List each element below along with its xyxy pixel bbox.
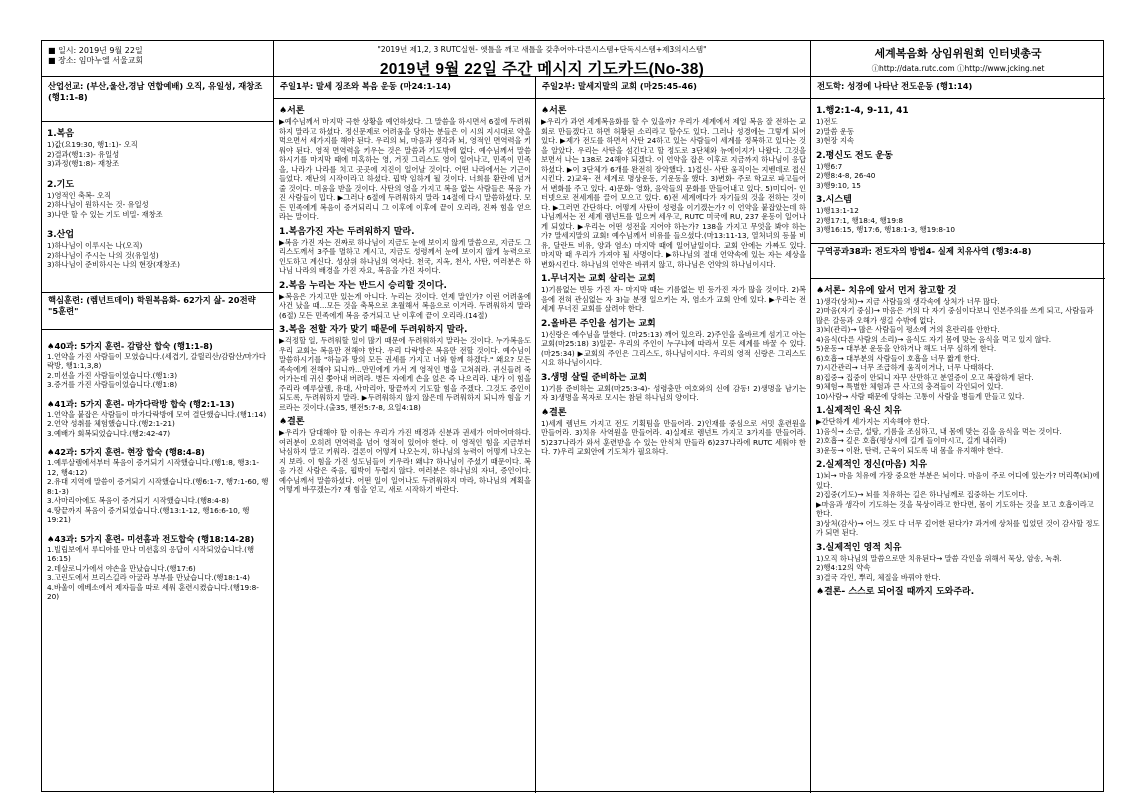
section-title: ♠서론 [279,106,305,116]
date-text: ■ 일시: 2019년 9월 22일 [48,46,143,55]
list-item: 2)하나님이 원하시는 것- 유일성 [47,200,149,209]
card-header [42,41,1103,77]
list-item: 1.언약을 가진 사람들이 모였습니다.(세겹기, 갈릴리산/감람산/마가다락방, 행1:1,3,8) [47,351,266,370]
list-item: 7)시간관리→ 너무 조급하게 움직이거나, 너무 나태하다. [816,363,994,372]
lesson-title: ♠40과: 5가지 훈련- 감람산 합숙 (행1:1-8) [47,340,213,351]
list-item: 2.미션을 가진 사람들이었습니다.(행1:3) [47,370,178,380]
date-place-box [42,41,274,77]
list-item: 2.데살로니가에서 야손을 만났습니다.(행17:6) [47,563,196,573]
paragraph: 1)신랑은 예수님을 말한다. (마25:13) 깨어 있으라. 2)주인을 올바르게 섬기고 아는 교회(마25:18) 3)일꾼- 우리의 주인이 누구냐에 따라서 모든 세계를 바꿀 수 있다.(마25:34) ▶교회의 주인은 그리스도, 하나님이시다. 우리의 영적 신랑은 그리스도시요 하나님이시다. [541,329,806,367]
list-item: 4.땅끝까지 복음이 증거되었습니다.(행13:1-12, 행16:6-10, 행19:21) [47,505,250,524]
paragraph: ▶우리가 과연 세계복음화를 할 수 있을까? 우리가 세계에서 제일 복음 잘 전하는 교회로 만들겠다고 하면 허황된 소리라고 할수도 있다. 그러나 성경에는 그렇게 되어있다. ▶제가 전도를 하면서 사탄 24하고 있는 사람들이 세계를 정복하고 있다는 것을 알았다. 우리는 사탄을 섬긴다고 할 정도로 3단체와 뉴에이지가 나왔다. 그것을 보면서 나는 138로 24해야 되겠다. 이 언약을 잡은 이후로 지금까지 하나님이 응답하셨다. ▶이 3단체가 6개를 완전히 장악했다. 1)접신- 사탄 움직이는 지벤데로 접신 시킨다. 2)교육- 전 세계로 명상운동, 기운동을 했다. 3)변화- 주로 학교로 파고들어서 변화를 주고 있다. 4)문화- 영화, 음악들의 문화를 만들어내고 있다. 5)미디어- 인터넷으로 전세계를 끌어 모으고 있다. 6)전 세계에다가 자기들의 것을 전하는 것이다. ▶그러면 간단하다. 어떻게 사탄이 성령을 이기겠는가? 이 언약을 붙잡았는데 하나님께서는 전 세계 렘넌트를 일으켜 세우고, RUTC 미국에 RU, 237 운동이 일어나게 되었다. ▶우리는 어떤 성전을 지어야 하는가? 138을 가지고 무엇을 봐야 하는가? 말세지말의 교회! 예수님께서 비유를 들으셨다.(마13:11-13, 열처녀의 등불 비유, 달란트 비유, 양과 염소) 마지막 때에 일어날일이다. 교회 안에는 가짜도 있다. 마지막 때 우리가 가져야 될 사명이다. ▶하나님의 절대 언약속에 있는 자는 세상을 변화시킨다. 하나님의 언약은 바뀌지 않고, 하나님은 언약의 하나님이시다. [541,117,806,269]
list-item: 4.바울이 에베소에서 제자들을 따로 세워 훈련시켰습니다.(행19:8-20) [47,582,259,601]
column-evangelism [811,77,1105,793]
paragraph: ▶복음은 가지고만 있는게 아니다. 누리는 것이다. 언제 말인가? 이런 어려움에 사건 났을 때...모든 것을 축복으로 초월해서 복음으로 이겨라. 두려워하지 말라(6절) 모든 민족에게 복음 증거되고 난 이후에 끝이 오리라.(14절) [279,291,531,320]
section-title: ♠결론 [279,417,305,427]
list-item: 3)하나님이 준비하시는 나의 현장(재창조) [47,260,180,269]
paragraph: ▶걱정할 일, 두려워할 일이 많기 때문에 두려워하지 말라는 것이다. 누가복음도 우리 교회는 복음만 전해야 한다. 우리 다락방은 복음만 전할 것이다. 예수님이 말씀하시기를 "하늘과 땅의 모든 권세를 가지고 너와 함께 하겠다." 왜요? 모든 족속에게 전해야 되니까...만민에게 가서 게 영적인 병을 고쳐줘라. 귀신들려 죽어가는데 귀신 쫓아내 버려라. 병든 자에게 손을 얹은 즉 나으리라. 내가 이 힘을 주리라 예루살렘, 유대, 사마리아, 땅끝까지 기도할 힘을 주겠다. 그것도 증인이 되도록, 두려워하지 말라. ▶두려워하지 않지 않은데 두려워하지 되니까 힘을 기르라는 것이다.(출35, 벧전5:7-8, 요일4:18) [279,336,531,412]
list-item: 5)운동→ 대부분 운동을 안하거나 해도 너무 심하게 한다. [816,344,997,353]
list-item: 2)행17:1, 행18:4, 행19:8 [816,215,904,225]
section-title: 3.실제적인 영적 치유 [816,542,902,553]
org-name: 세계복음화 상임위원회 인터넷총국 [874,47,1042,60]
list-item: 3)행16:15, 행17:6, 행18:1-3, 행19:8-10 [816,225,955,234]
list-item: 1.언약을 붙잡은 사람들이 마가다락방에 모여 결단했습니다.(행1:14) [47,409,267,419]
list-item: 1)영적인 축복- 오직 [47,190,112,200]
lesson-title: ♠42과: 5가지 훈련- 현장 합숙 (행8:4-8) [47,447,205,457]
list-item: 1)오직 하나님의 말씀으로만 치유된다→ 말씀 각인을 위해서 묵상, 암송, 녹취. [816,553,1062,563]
list-item: 3)상처(감사)→ 어느 것도 다 너무 깊어한 된다가? 과거에 상처를 입었던 것이 감사할 정도가 되면 된다. [816,518,1100,537]
list-item: 2.언약 성취를 체험했습니다.(행2:1-21) [47,419,175,428]
list-item: 2)하나님이 주시는 나의 것(유일성) [47,250,159,260]
list-item: 3)나만 할 수 있는 기도 비밀- 재창조 [47,209,163,219]
list-item: 3.고린도에서 브리스길라 아굴라 부부를 만났습니다.(행18:1-4) [47,573,250,582]
title-box [274,41,811,77]
section-title: 1.복음가진 자는 두려워하지 말라. [279,226,415,237]
list-item: 3)뇌(관리)→ 많은 사람들이 평소에 거의 혼란리를 안한다. [816,325,1000,334]
list-item: 2)집중(기도)→ 뇌를 치유하는 길은 하나님께로 집중하는 기도이다. [816,490,1028,499]
paragraph: ▶복음 가진 자는 진짜로 하나님이 지금도 눈에 보이지 않게 말씀으로, 지금도 그리스도께서 3주를 멸하고 계시고, 지금도 성령께서 눈에 보이지 않게 능력으로 인도하고 계신다. 성삼위 하나님의 역사다. 천국, 지옥, 천사, 사탄, 여러분은 하나님 나라의 배경을 가진 자요, 복음을 가진 자이다. [279,237,531,275]
slogan: "2019년 제1,2, 3 RUTC실현- 엣틀을 깨고 새틀을 갖추어야-다른시스템+단독시스템+제3의시스템" [377,45,707,54]
section-title: 2.기도 [47,179,75,190]
org-box [811,41,1105,77]
list-item: ▶간단하게 세가지는 지속해야 한다. [816,417,930,426]
list-item: 1)음식→ 소금, 설탕, 기름을 조심하고, 내 몸에 맞는 김을 음식을 먹는 것이다. [816,426,1062,436]
list-item: 4)음식(다른 사람의 소리)→ 음식도 자기 몸에 맞는 음식을 먹고 있지 않다. [816,334,1052,344]
section-title: 2.평신도 전도 운동 [816,150,893,161]
org-urls: ⓘhttp://data.rutc.com ⓘhttp://www.jcking.net [871,64,1045,73]
page-title: 2019년 9월 22일 주간 메시지 기도카드(No-38) [379,61,705,78]
list-item: 1)값(요19:30, 행1:1)- 오직 [47,140,138,149]
lesson-title: ♠41과: 5가지 훈련- 마가다락방 합숙 (행2:1-13) [47,398,235,409]
list-item: 2)호흡→ 깊은 호흡(평상시에 길게 들이마시고, 길게 내쉬라) [816,436,1007,445]
section-title: 1.무너지는 교회 살리는 교회 [541,274,656,284]
section-title: 2.실제적인 정신(마음) 치유 [816,460,928,470]
section-title: 3.생명 살릴 준비하는 교회 [541,372,648,383]
list-item: 3)결국 각인, 뿌리, 체질을 바꿔야 한다. [816,572,941,582]
list-item: 1.예루살렘에서부터 복음이 증거되기 시작했습니다.(행1:8, 행3:1-12, 행4:12) [47,458,259,477]
section-title: ♠결론 [541,407,567,418]
section-title: 1.실제적인 육신 치유 [816,406,902,416]
list-item: 8)집중→ 집중이 안되니 자꾸 산만하고 분열증이 오고 복잡하게 된다. [816,372,1034,382]
list-item: 1)생각(상처)→ 지금 사람들의 생각속에 상처가 너무 많다. [816,296,1000,306]
section-title: 2.올바른 주인을 섬기는 교회 [541,318,656,329]
list-item: 1)뇌→ 마음 치유에 가장 중요한 부분은 뇌이다. 마음이 주로 어디에 있는가? 머리쪽(뇌)에 있다. [816,471,1100,490]
list-item: 3.사마리아에도 복음이 증거되기 시작했습니다.(행8:4-8) [47,496,229,505]
column-sunday-service-2 [536,77,811,793]
paragraph: 1)기름없는 빈등 가진 자- 마지막 때는 기름없는 빈 등가진 자가 많을 것이다. 2)복음에 전혀 관심없는 자 3)늘 분쟁 일으키는 자, 염소가 교회 안에 있다. ▶우리는 전세계 무너진 교회를 살려야 한다. [541,285,806,313]
section-title: ♠서론 [541,106,567,116]
list-item: 3.예배가 회복되었습니다.(행2:42-47) [47,428,171,438]
lesson-title: ♠43과: 5가지 훈련- 미션홈과 전도합숙 (행18:14-28) [47,533,255,544]
list-item: ▶마음과 생각이 기도하는 것을 묵상이라고 한다면, 몸이 기도하는 것을 보고 호흡이라고 한다. [816,499,1094,518]
list-item: 1)전도 [816,117,838,126]
column-heading: 산업선교: (부산,울산,경남 연합예배) 오직, 유일성, 재창조 (행1:1-8) [42,77,273,122]
list-item: 2)행8:4-8, 26-40 [816,171,876,180]
list-item: 9)체험→ 특별한 체험과 큰 사고의 충격들이 각인되어 있다. [816,382,1004,391]
conclusion: ♠결론- 스스로 되어질 때까지 도와주라. [816,587,975,597]
list-item: 2.유대 지역에 말씀이 증거되기 시작했습니다.(행6:1-7, 행7:1-60, 행8:1-3) [47,477,269,496]
paragraph: 1)세계 렘넌트 가지고 전도 기획팀을 만들어라. 2)인재를 중심으로 서밋 훈련원을 만들어라. 3)치유 사역원을 만들어라. 4)실제로 렘넌트 가지고 3가지를 만들어라. 5)237나라가 와서 훈련받을 수 있는 안식처 만들라 6)237나라에 RUTC 세워야 한다. 7)우리 교회안에 기도처가 필요하다. [541,418,806,456]
list-item: 6)호흡→ 대부분의 사람들이 호흡을 너무 짧게 한다. [816,353,980,363]
sub-heading: 구역공과38과: 전도자의 방법4- 실제 치유사역 (행3:4-8) [811,243,1105,279]
list-item: 3.증거를 가진 사람들이었습니다.(행1:8) [47,380,178,389]
paragraph: 1)기름 준비하는 교회(마25:3-4)- 성령충만 여호와의 신에 감동! 2)생명을 남기는 자 3)생명을 목자로 모시는 참된 하나님의 양이다. [541,383,806,402]
list-item: 10)사람→ 사람 때문에 당하는 고통이 사람을 병들게 만들고 있다. [816,391,1025,401]
list-item: 3)현장 지속 [816,136,855,145]
section-title: 3.복음 전할 자가 맞기 때문에 두려워하지 말라. [279,325,468,335]
section-title: 2.복음 누리는 자는 반드시 승리할 것이다. [279,280,447,291]
list-item: 1)행6:7 [816,161,843,171]
paragraph: ▶우리가 담대해야 할 이유는 우리가 가진 배경과 신분과 권세가 어마어마하다. 여러분이 오히려 면역력을 넘어 영적이 있어야 한다. 이 영적인 힘을 지금부터 낙심하지 말고 키워라. 결론이 어떻게 나오는지, 하나님의 능력이 어떻게 나오는지 보라. 이 힘을 가진 성도님들이 키우라! 왜냐? 하나님이 주셨기 때문이다. 복음 가진 사람은 죽음, 핍박이 두렵지 않다. 여러분은 하나님의 자녀, 증인이다. 예수님께서 말씀하셨다. 어떤 일이 일어나도 두려워하지 마라, 하나님의 계획을 어떻게 바꾸겠는가? 재 힘을 얻고, 새로 시작하기 바란다. [279,428,531,494]
column-heading: 주일1부: 말세 징조와 복음 운동 (마24:1-14) [274,77,535,99]
section-title: 1.복음 [47,129,75,139]
list-item: 2)마음(자기 중심)→ 마음은 거의 다 자기 중심이다보니 인본주의를 쓰게 되고, 사람들과 많은 갈등과 오해가 생길 수밖에 없다. [816,306,1094,325]
list-item: 1)하나님이 이루시는 나(오직) [47,241,143,250]
list-item: 3)운동→ 이완, 탄력, 근육이 되도록 내 몸을 유지해야 한다. [816,445,1004,455]
sub-heading: 핵심훈련: (렘넌트데이) 학원복음화- 62가지 삶- 20전략 "5훈련" [42,292,273,330]
section-title: ♠서론- 치유에 앞서 먼저 참고할 것 [816,285,957,296]
place-text: ■ 장소: 임마누엘 서울교회 [48,56,144,65]
section-title: 1.행2:1-4, 9-11, 41 [816,106,909,116]
list-item: 3)과정(행1:8)- 재창조 [47,159,120,168]
column-heading: 전도학: 성경에 나타난 전도운동 (행1:14) [811,77,1105,99]
list-item: 1)행13:1-12 [816,206,859,215]
column-heading: 주일2부: 말세지말의 교회 (마25:45-46) [536,77,810,99]
prayer-card [41,40,1104,792]
section-title: 3.시스템 [816,195,852,205]
list-item: 3)행9:10, 15 [816,180,861,190]
list-item: 2)결과(행1:3)- 유일성 [47,149,120,159]
column-sunday-service-1 [274,77,536,793]
list-item: 2)말씀 운동 [816,126,855,136]
section-title: 3.산업 [47,230,75,240]
list-item: 1.빌립보에서 루디아를 만나 미션홈의 응답이 시작되었습니다.(행16:15) [47,544,254,563]
column-industry-mission [42,77,274,793]
list-item: 2)행4:12의 약속 [816,563,871,572]
paragraph: ▶예수님께서 마지막 극한 상황을 예언하셨다. 그 말씀을 하시면서 6절에 두려워하지 말라고 하셨다. 정신문제로 어려움을 당하는 분들은 이 시의 지시대로 약을 먹으면서 세가지를 해야 된다. 우리의 뇌, 마음과 생각과 뇌, 영적인 면역력을 키워야 된다. 영적 면역력을 키우는 것은 말씀과 기도밖에 없다. 예수님께서 말씀하시기를 마지막 때에 미혹하는 영, 거짓 그리스도 영이 일어나고, 민족이 민족을, 나라가 나라를 치고 곳곳에 지진이 일어날 것이다. 어떤 나라에서는 기근이 들었다. 재난의 시작이라고 하셨다. 핍박 임하게 될 것이다. 너희를 환란에 넘겨줄 것이다. 미움을 받을 것이다. 사탄의 영을 가지고 복음 없는 사람들은 복음 가진 사람들이 밉다. ▶그러나 6절에 두려워하지 말라 14절에 다시 말씀하셨다. 모든 민족에게 복음이 증거되리니 그 이후에 이후에 끝이 오리라, 진짜 힘을 얻으라는 말이다. [279,117,531,221]
